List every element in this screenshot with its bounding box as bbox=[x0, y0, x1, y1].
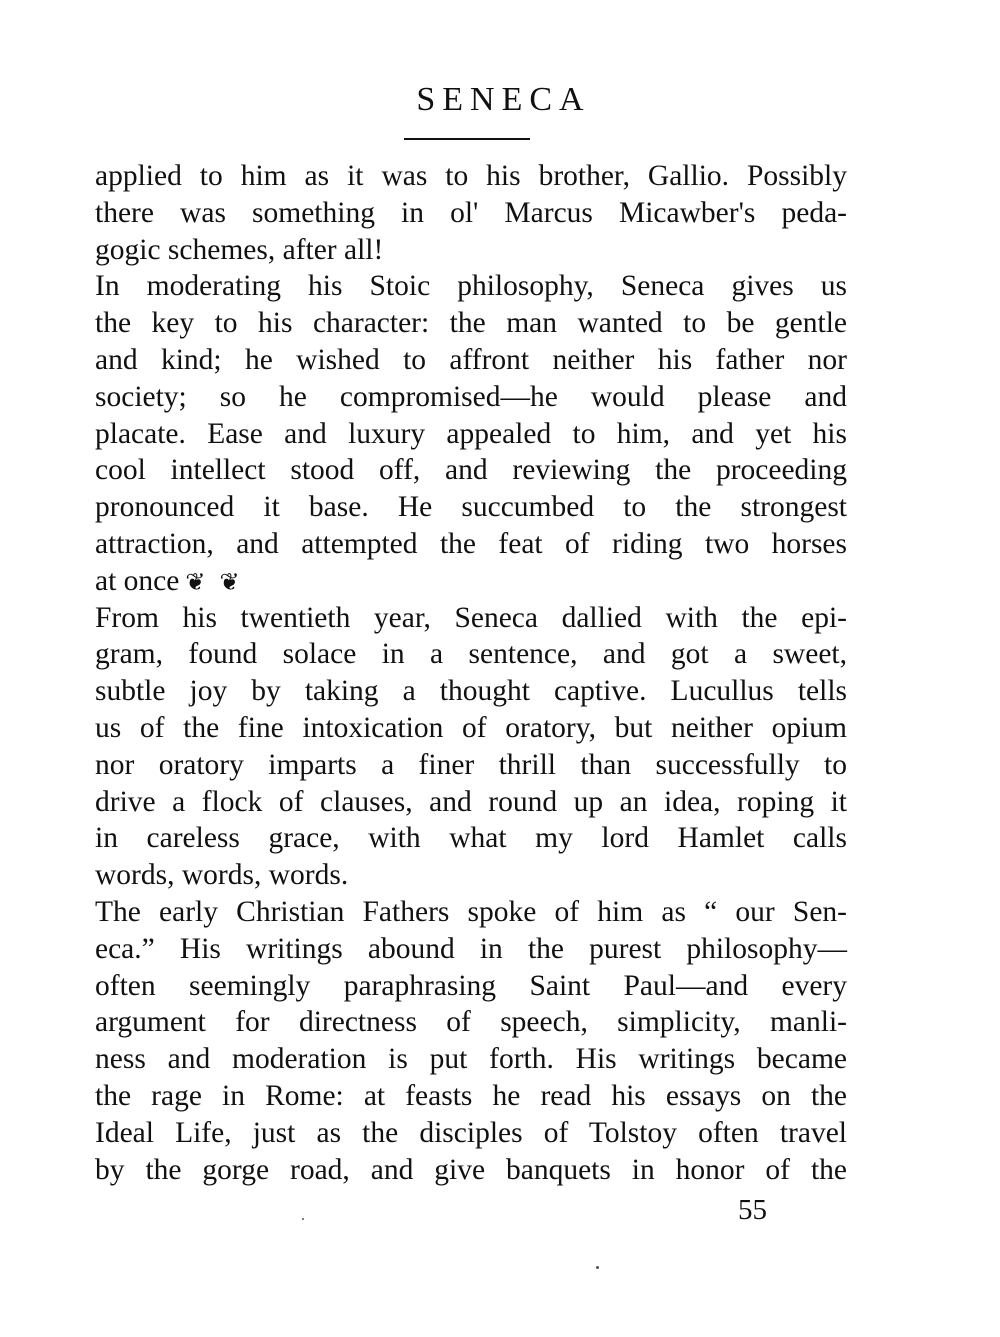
text-line-content: pronounced it base. He succumbed to the strongest bbox=[95, 491, 847, 524]
text-line-content: society; so he compromised—he would please and bbox=[95, 380, 847, 413]
fleuron-ornament-icon: ❦ ❦ bbox=[185, 569, 244, 596]
paper-speck bbox=[302, 1218, 304, 1220]
text-line-content: nor oratory imparts a finer thrill than successfully to bbox=[95, 748, 847, 781]
text-line-content: From his twentieth year, Seneca dallied with the epi- bbox=[95, 601, 847, 634]
text-line-content: cool intellect stood off, and reviewing the proceeding bbox=[95, 454, 847, 487]
title-rule bbox=[404, 138, 530, 140]
text-line bbox=[95, 526, 847, 563]
text-line bbox=[95, 820, 847, 857]
text-line bbox=[95, 305, 847, 342]
text-line-content: there was something in ol' Marcus Micawber's peda- bbox=[95, 196, 847, 229]
text-line bbox=[95, 857, 847, 894]
text-line-content: ness and moderation is put forth. His writings became bbox=[95, 1043, 847, 1076]
text-line-content: the rage in Rome: at feasts he read his essays on the bbox=[95, 1079, 847, 1112]
text-line bbox=[95, 894, 847, 931]
text-line-content: gram, found solace in a sentence, and got a sweet, bbox=[95, 638, 847, 671]
text-line-content: placate. Ease and luxury appealed to him, and yet his bbox=[95, 417, 847, 450]
text-line bbox=[95, 195, 847, 232]
text-line-content: attraction, and attempted the feat of riding two horses bbox=[95, 527, 847, 560]
text-line bbox=[95, 968, 847, 1005]
text-line bbox=[95, 232, 847, 269]
text-line bbox=[95, 379, 847, 416]
text-line-content: at once bbox=[95, 564, 180, 597]
text-line bbox=[95, 158, 847, 195]
text-line-content: argument for directness of speech, simplicity, manli- bbox=[95, 1006, 847, 1039]
text-line-content: in careless grace, with what my lord Hamlet calls bbox=[95, 822, 847, 855]
running-title: SENECA bbox=[416, 81, 591, 118]
text-line bbox=[95, 1004, 847, 1041]
text-line-content: words, words, words. bbox=[95, 859, 349, 892]
text-line-content: eca.” His writings abound in the purest philosophy— bbox=[95, 932, 847, 965]
text-line bbox=[95, 1041, 847, 1078]
text-line bbox=[95, 636, 847, 673]
text-line bbox=[95, 1115, 847, 1152]
text-line bbox=[95, 416, 847, 453]
text-line-content: subtle joy by taking a thought captive. Lucullus tells bbox=[95, 675, 847, 708]
text-line bbox=[95, 673, 847, 710]
text-line-content: In moderating his Stoic philosophy, Seneca gives us bbox=[95, 270, 847, 303]
text-line-content: Ideal Life, just as the disciples of Tolstoy often travel bbox=[95, 1116, 847, 1149]
text-line bbox=[95, 452, 847, 489]
text-line bbox=[95, 342, 847, 379]
text-line bbox=[95, 710, 847, 747]
text-line-content: us of the fine intoxication of oratory, but neither opium bbox=[95, 711, 847, 744]
text-line-content: drive a flock of clauses, and round up an idea, roping it bbox=[95, 785, 847, 818]
text-line bbox=[95, 1078, 847, 1115]
text-line-content: by the gorge road, and give banquets in honor of the bbox=[95, 1153, 847, 1186]
text-line-content: the key to his character: the man wanted to be gentle bbox=[95, 307, 847, 340]
body-text bbox=[95, 158, 847, 1188]
text-line-content: applied to him as it was to his brother, Gallio. Possibly bbox=[95, 160, 847, 192]
text-line bbox=[95, 784, 847, 821]
text-line bbox=[95, 931, 847, 968]
paper-speck bbox=[596, 1266, 599, 1269]
text-line-content: often seemingly paraphrasing Saint Paul—and every bbox=[95, 969, 847, 1002]
text-line bbox=[95, 489, 847, 526]
page-number: 55 bbox=[738, 1194, 767, 1226]
text-line bbox=[95, 1152, 847, 1189]
text-line bbox=[95, 600, 847, 637]
text-line-content: and kind; he wished to affront neither his father nor bbox=[95, 343, 847, 376]
text-line bbox=[95, 563, 847, 600]
text-line bbox=[95, 747, 847, 784]
text-line bbox=[95, 268, 847, 305]
text-line-content: gogic schemes, after all! bbox=[95, 233, 384, 266]
text-line-content: The early Christian Fathers spoke of him as “ our Sen- bbox=[95, 895, 847, 928]
